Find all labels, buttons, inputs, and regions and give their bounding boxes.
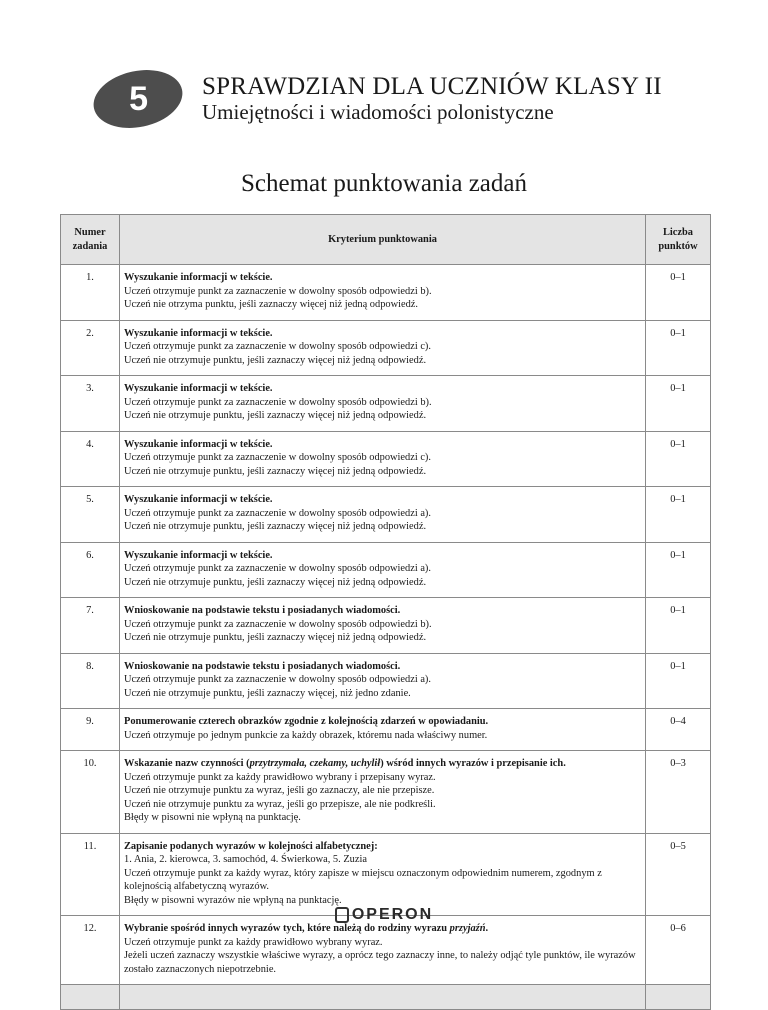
points-range: 0–1 [646,598,711,654]
criterion-line: Uczeń nie otrzymuje punktu, jeśli zaznaczy więcej niż jedną odpowiedź. [124,576,427,588]
criterion-text [120,709,646,751]
criterion-line: Uczeń nie otrzymuje punktu, jeśli zaznaczy więcej niż jedną odpowiedź. [124,521,427,532]
table-row [61,709,711,751]
table-row [61,265,711,321]
criterion-text [120,598,646,654]
criterion-text [120,833,646,916]
criterion-title: Wyszukanie informacji w tekście. [124,494,273,505]
points-range: 0–1 [646,431,711,487]
table-row [61,751,711,834]
criterion-title: Wyszukanie informacji w tekście. [124,383,273,394]
header-criterion: Kryterium punktowania [120,215,646,265]
criterion-line: Uczeń otrzymuje punkt za zaznaczenie w dowolny sposób odpowiedzi a). [124,563,431,574]
task-number-badge [88,62,188,135]
points-range: 0–4 [646,709,711,751]
task-number: 7. [61,598,120,654]
criterion-line: Uczeń otrzymuje punkt za zaznaczenie w dowolny sposób odpowiedzi c). [124,452,431,463]
table-row [61,431,711,487]
table-row [61,833,711,916]
footer [0,906,768,924]
task-number: 8. [61,653,120,709]
criterion-line: 1. Ania, 2. kierowca, 3. samochód, 4. Świerkowa, 5. Zuzia [124,854,367,865]
criterion-line: Uczeń nie otrzymuje punktu, jeśli zaznaczy więcej niż jedną odpowiedź. [124,632,427,643]
scoring-table [60,214,711,1010]
criterion-line: Uczeń otrzymuje punkt za każdy prawidłowo wybrany i przepisany wyraz. [124,771,436,783]
criterion-text [120,751,646,834]
criterion-title: Wyszukanie informacji w tekście. [124,438,273,450]
points-range: 0–1 [646,487,711,543]
table-row [61,320,711,376]
criterion-title [124,758,566,769]
criterion-title-italic: przytrzymała, czekamy, uchylił [249,758,381,769]
criterion-line: Uczeń otrzymuje punkt za zaznaczenie w dowolny sposób odpowiedzi a). [124,674,431,685]
criterion-text [120,431,646,487]
task-number: 2. [61,320,120,376]
criterion-title [124,923,488,934]
criterion-line: Uczeń otrzymuje punkt za zaznaczenie w dowolny sposób odpowiedzi c). [124,341,431,352]
criterion-line: Jeżeli uczeń zaznaczy wszystkie właściwe wyrazy, a oprócz tego zaznaczy inne, to należy odjąć tyle punktów, ile wyrazów zostało zaznaczonych niepotrzebnie. [124,950,636,975]
criterion-line: Uczeń otrzymuje punkt za każdy prawidłowo wybrany wyraz. [124,936,383,948]
table-row [61,916,711,985]
logo-text: OPERON [351,906,434,923]
task-number: 11. [61,833,120,916]
criterion-line: Uczeń nie otrzymuje punktu, jeśli zaznaczy więcej, niż jedno zdanie. [124,687,411,699]
points-range: 0–1 [646,653,711,709]
criterion-line: Uczeń otrzymuje punkt za zaznaczenie w dowolny sposób odpowiedzi a). [124,507,431,519]
criterion-title-part: Wybranie spośród innych wyrazów tych, które należą do rodziny wyrazu [124,923,450,934]
points-range: 0–1 [646,376,711,432]
table-row [61,542,711,598]
logo-mark-icon [335,907,349,923]
criterion-title: Wnioskowanie na podstawie tekstu i posiadanych wiadomości. [124,605,401,616]
table-row [61,376,711,432]
criterion-line: Uczeń otrzymuje punkt za zaznaczenie w dowolny sposób odpowiedzi b). [124,285,432,297]
criterion-title: Wyszukanie informacji w tekście. [124,549,273,561]
points-range: 0–3 [646,751,711,834]
criterion-title-part: . [485,923,489,934]
task-number: 9. [61,709,120,751]
criterion-text [120,487,646,543]
criterion-line: Uczeń otrzymuje punkt za każdy wyraz, który zapisze w miejscu oznaczonym odpowiednim numerem, zgodnym z kolejnością alfabetyczną wyrazów. [124,867,602,892]
criterion-title: Ponumerowanie czterech obrazków zgodnie z kolejnością zdarzeń w opowiadaniu. [124,716,489,727]
header-task-number: Numer zadania [61,215,120,265]
criterion-title-italic: przyjaźń [449,923,486,934]
criterion-line: Uczeń otrzymuje punkt za zaznaczenie w dowolny sposób odpowiedzi b). [124,396,432,408]
points-range: 0–1 [646,542,711,598]
section-heading: Schemat punktowania zadań [240,170,527,197]
page-title: SPRAWDZIAN DLA UCZNIÓW KLASY II [202,73,662,100]
task-number: 6. [61,542,120,598]
task-number: 12. [61,916,120,985]
points-range: 0–5 [646,833,711,916]
criterion-text [120,265,646,321]
task-number: 3. [61,376,120,432]
criterion-text [120,376,646,432]
criterion-line: Uczeń nie otrzyma punktu, jeśli zaznaczy więcej niż jedną odpowiedź. [124,299,418,310]
page-subtitle: Umiejętności i wiadomości polonistyczne [202,100,554,124]
criterion-line: Uczeń nie otrzymuje punktu, jeśli zaznaczy więcej niż jedną odpowiedź. [124,354,427,366]
criterion-text [120,653,646,709]
table-row [61,487,711,543]
criterion-line: Uczeń otrzymuje po jednym punkcie za każdy obrazek, któremu nada właściwy numer. [124,729,488,741]
badge-number: 5 [128,79,148,118]
points-range: 0–1 [646,320,711,376]
table-row [61,653,711,709]
criterion-line: Błędy w pisowni wyrazów nie wpłyną na punktację. [124,894,342,906]
task-number: 5. [61,487,120,543]
criterion-text [120,320,646,376]
points-range: 0–1 [646,265,711,321]
criterion-title: Wnioskowanie na podstawie tekstu i posiadanych wiadomości. [124,660,401,672]
criterion-title: Wyszukanie informacji w tekście. [124,272,273,283]
task-number: 10. [61,751,120,834]
criterion-line: Uczeń nie otrzymuje punktu za wyraz, jeśli go zaznaczy, ale nie przepisze. [124,785,435,796]
criterion-line: Uczeń otrzymuje punkt za zaznaczenie w dowolny sposób odpowiedzi b). [124,618,432,630]
points-range: 0–6 [646,916,711,985]
criterion-line: Uczeń nie otrzymuje punktu za wyraz, jeśli go przepisze, ale nie podkreśli. [124,798,436,810]
criterion-title-part: Wskazanie nazw czynności ( [124,758,250,769]
table-header-row [61,215,711,265]
table-row [61,598,711,654]
task-number: 4. [61,431,120,487]
criterion-title: Zapisanie podanych wyrazów w kolejności alfabetycznej: [124,840,378,852]
criterion-text [120,916,646,985]
publisher-logo [335,906,433,924]
criterion-line: Błędy w pisowni nie wpłyną na punktację. [124,812,301,823]
criterion-title: Wyszukanie informacji w tekście. [124,327,273,339]
task-number: 1. [61,265,120,321]
criterion-title-part: ) wśród innych wyrazów i przepisanie ich. [380,758,566,769]
criterion-text [120,542,646,598]
table-empty-row [61,985,711,1010]
header-points: Liczba punktów [646,215,711,265]
criterion-line: Uczeń nie otrzymuje punktu, jeśli zaznaczy więcej niż jedną odpowiedź. [124,465,427,477]
criterion-line: Uczeń nie otrzymuje punktu, jeśli zaznaczy więcej niż jedną odpowiedź. [124,410,427,421]
